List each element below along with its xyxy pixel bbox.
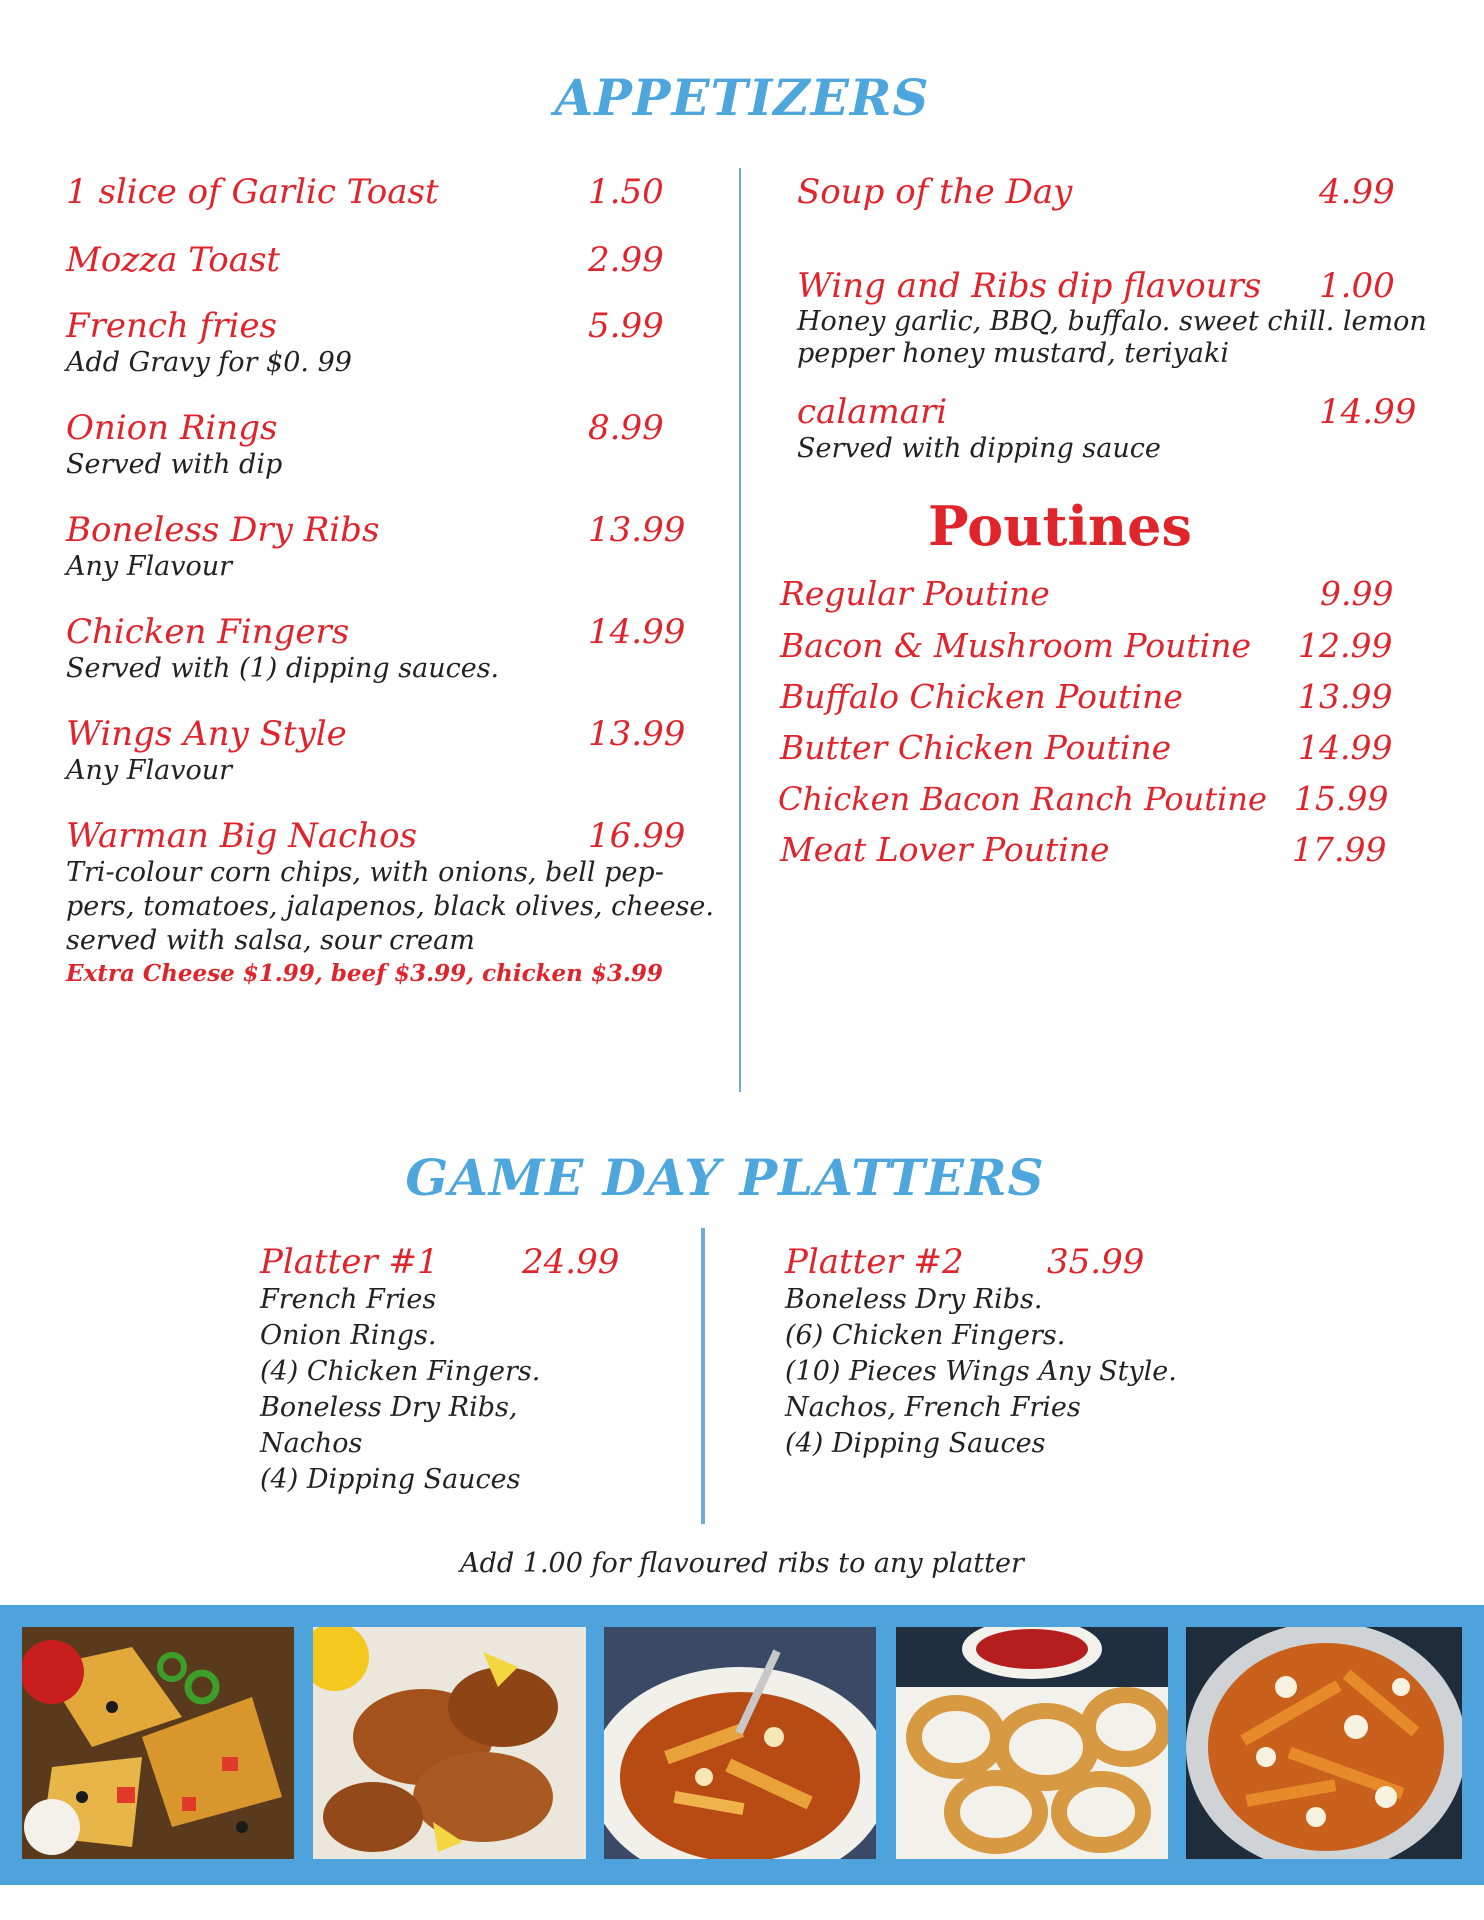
platter-line: Onion Rings. (260, 1320, 437, 1351)
poutine-item (780, 574, 1400, 614)
menu-item (797, 172, 1397, 212)
item-description-line: pers, tomatoes, jalapenos, black olives, cheese. (66, 891, 714, 922)
item-description: Add Gravy for $0. 99 (66, 347, 352, 378)
item-name: Chicken Fingers (66, 612, 350, 652)
item-price: 14.99 (1298, 728, 1393, 767)
item-price: 16.99 (588, 816, 686, 856)
item-price: 13.99 (1298, 677, 1393, 716)
item-description: Any Flavour (66, 755, 232, 786)
platter-line: (6) Chicken Fingers. (785, 1320, 1066, 1351)
item-price: 4.99 (1319, 172, 1395, 212)
menu-item (66, 172, 666, 212)
platter-divider (701, 1228, 705, 1524)
menu-item (797, 266, 1437, 370)
platter-price: 24.99 (522, 1242, 620, 1282)
platter (260, 1242, 680, 1498)
item-price: 13.99 (588, 714, 686, 754)
platter-name: Platter #2 (785, 1242, 964, 1282)
poutine-item (780, 677, 1400, 717)
poutines-title: Poutines (928, 494, 1192, 558)
item-name: Bacon & Mushroom Poutine (780, 626, 1251, 665)
poutine-cheese-curds-photo (1186, 1627, 1462, 1859)
item-description: Served with dipping sauce (797, 433, 1161, 464)
item-name: French fries (66, 306, 277, 346)
item-name: calamari (797, 392, 948, 432)
poutine-item (780, 830, 1400, 870)
poutine-item (778, 779, 1418, 819)
item-price: 12.99 (1298, 626, 1393, 665)
item-description: Any Flavour (66, 551, 232, 582)
item-price: 2.99 (588, 240, 664, 280)
item-extras: Extra Cheese $1.99, beef $3.99, chicken $3.99 (66, 960, 663, 987)
onion-rings-photo (896, 1627, 1168, 1859)
platter-line: (4) Chicken Fingers. (260, 1356, 541, 1387)
item-price: 5.99 (588, 306, 664, 346)
menu-item (66, 714, 686, 788)
platter-line: Boneless Dry Ribs, (260, 1392, 518, 1423)
menu-item (66, 240, 666, 280)
item-description-line: served with salsa, sour cream (66, 925, 475, 956)
item-price: 9.99 (1320, 574, 1394, 613)
item-price: 17.99 (1292, 830, 1387, 869)
item-name: Buffalo Chicken Poutine (780, 677, 1183, 716)
platter-line: Nachos, French Fries (785, 1392, 1081, 1423)
item-description-line: Tri-colour corn chips, with onions, bell pep- (66, 857, 664, 888)
platter-price: 35.99 (1047, 1242, 1145, 1282)
menu-item (797, 392, 1437, 466)
poutine-photo (604, 1627, 876, 1859)
item-price: 1.50 (588, 172, 664, 212)
item-name: Boneless Dry Ribs (66, 510, 380, 550)
nachos-photo (22, 1627, 294, 1859)
platter-line: French Fries (260, 1284, 437, 1315)
platter-line: Nachos (260, 1428, 363, 1459)
item-price: 14.99 (588, 612, 686, 652)
item-price: 8.99 (588, 408, 664, 448)
platter-line: Boneless Dry Ribs. (785, 1284, 1043, 1315)
item-name: Meat Lover Poutine (780, 830, 1110, 869)
wings-photo (313, 1627, 586, 1859)
item-description-line: pepper honey mustard, teriyaki (797, 338, 1230, 369)
item-description-line: Honey garlic, BBQ, buffalo. sweet chill. lemon (797, 306, 1427, 337)
menu-item (66, 306, 666, 380)
item-price: 13.99 (588, 510, 686, 550)
column-divider (739, 168, 741, 1092)
platter (785, 1242, 1245, 1462)
item-description: Served with dip (66, 449, 283, 480)
item-name: Wings Any Style (66, 714, 347, 754)
platter-line: (4) Dipping Sauces (785, 1428, 1046, 1459)
platter-name: Platter #1 (260, 1242, 439, 1282)
item-name: 1 slice of Garlic Toast (66, 172, 439, 212)
menu-item (66, 816, 716, 990)
item-price: 1.00 (1319, 266, 1395, 306)
item-name: Wing and Ribs dip flavours (797, 266, 1262, 306)
item-name: Mozza Toast (66, 240, 281, 280)
item-name: Soup of the Day (797, 172, 1073, 212)
menu-item (66, 612, 686, 686)
poutine-item (780, 728, 1400, 768)
menu-item (66, 510, 686, 584)
platters-title: GAME DAY PLATTERS (405, 1148, 1045, 1207)
platter-note: Add 1.00 for flavoured ribs to any platter (460, 1548, 1024, 1579)
item-name: Onion Rings (66, 408, 278, 448)
item-price: 14.99 (1319, 392, 1417, 432)
platter-line: (4) Dipping Sauces (260, 1464, 521, 1495)
item-name: Warman Big Nachos (66, 816, 418, 856)
item-name: Regular Poutine (780, 574, 1050, 613)
appetizers-title: APPETIZERS (554, 68, 930, 127)
item-price: 15.99 (1294, 779, 1389, 818)
menu-item (66, 408, 666, 482)
platter-line: (10) Pieces Wings Any Style. (785, 1356, 1177, 1387)
poutine-item (780, 626, 1400, 666)
item-name: Butter Chicken Poutine (780, 728, 1172, 767)
photo-band (0, 1605, 1484, 1885)
item-description: Served with (1) dipping sauces. (66, 653, 500, 684)
item-name: Chicken Bacon Ranch Poutine (778, 780, 1267, 818)
